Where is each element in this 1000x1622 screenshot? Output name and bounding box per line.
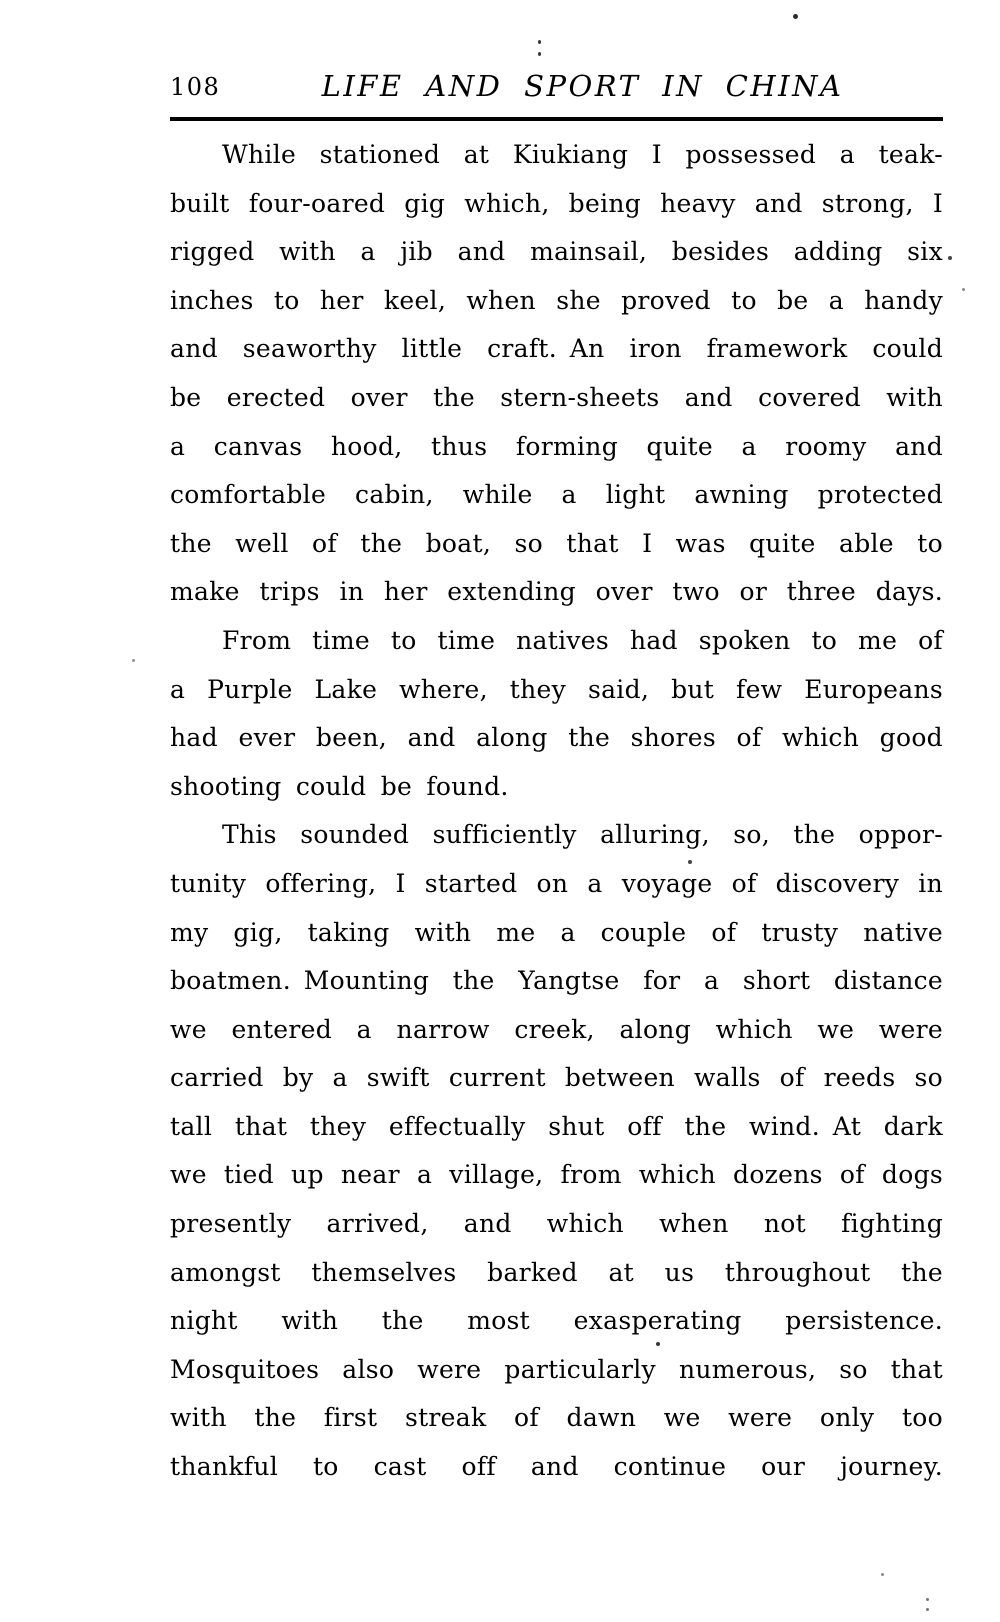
text-line: thankful to cast off and continue our journey. xyxy=(170,1452,943,1482)
text-line: a canvas hood, thus forming quite a roomy and xyxy=(170,431,943,461)
scan-artifact-dot xyxy=(538,40,541,44)
text-line: Mosquitoes also were particularly numerous, so that xyxy=(170,1354,943,1384)
running-title: LIFE AND SPORT IN CHINA xyxy=(321,69,844,103)
text-line: make trips in her extending over two or three days. xyxy=(170,577,943,607)
text-line: built four-oared gig which, being heavy and strong, I xyxy=(170,188,943,218)
page-number: 108 xyxy=(170,73,221,101)
scan-artifact-dot xyxy=(688,860,692,864)
text-line: From time to time natives had spoken to me of xyxy=(222,625,943,655)
text-line: comfortable cabin, while a light awning protected xyxy=(170,480,943,510)
text-line: This sounded sufficiently alluring, so, the oppor- xyxy=(222,820,943,850)
text-line: with the first streak of dawn we were only too xyxy=(170,1403,943,1433)
scan-artifact-dot xyxy=(538,52,541,56)
text-line: we tied up near a village, from which dozens of dogs xyxy=(170,1160,943,1190)
text-line: boatmen. Mounting the Yangtse for a short distance xyxy=(170,966,943,996)
text-line: inches to her keel, when she proved to be a handy xyxy=(170,285,943,315)
text-line: tall that they effectually shut off the wind. At dark xyxy=(170,1111,943,1141)
text-line: While stationed at Kiukiang I possessed a teak- xyxy=(222,140,943,169)
page-header xyxy=(170,66,943,104)
text-line: the well of the boat, so that I was quite able to xyxy=(170,528,943,558)
scan-artifact-dot xyxy=(926,1598,929,1601)
text-line: we entered a narrow creek, along which we were xyxy=(170,1014,943,1044)
text-line: carried by a swift current between walls of reeds so xyxy=(170,1063,943,1093)
text-line: amongst themselves barked at us throughout the xyxy=(170,1257,943,1287)
text-line: be erected over the stern-sheets and covered with xyxy=(170,382,943,412)
text-line: night with the most exasperating persistence. xyxy=(170,1306,943,1336)
text-line: and seaworthy little craft. An iron framework could xyxy=(170,334,943,364)
text-line: shooting could be found. xyxy=(170,771,509,801)
header-rule xyxy=(170,117,943,121)
text-line: tunity offering, I started on a voyage of discovery in xyxy=(170,868,943,898)
page-body xyxy=(170,131,943,1492)
scan-artifact-dot xyxy=(948,256,952,260)
scan-artifact-dot xyxy=(962,288,965,291)
text-line: rigged with a jib and mainsail, besides adding six xyxy=(170,237,943,267)
scan-artifact-dot xyxy=(793,14,798,19)
scan-artifact-dot xyxy=(132,659,135,662)
scan-artifact-dot xyxy=(656,1342,660,1346)
text-line: had ever been, and along the shores of which good xyxy=(170,723,943,753)
text-line: a Purple Lake where, they said, but few Europeans xyxy=(170,674,943,704)
scan-artifact-dot xyxy=(881,1573,884,1576)
text-line: my gig, taking with me a couple of trusty native xyxy=(170,917,943,947)
text-line: presently arrived, and which when not fighting xyxy=(170,1209,943,1239)
scan-artifact-dot xyxy=(926,1608,929,1611)
